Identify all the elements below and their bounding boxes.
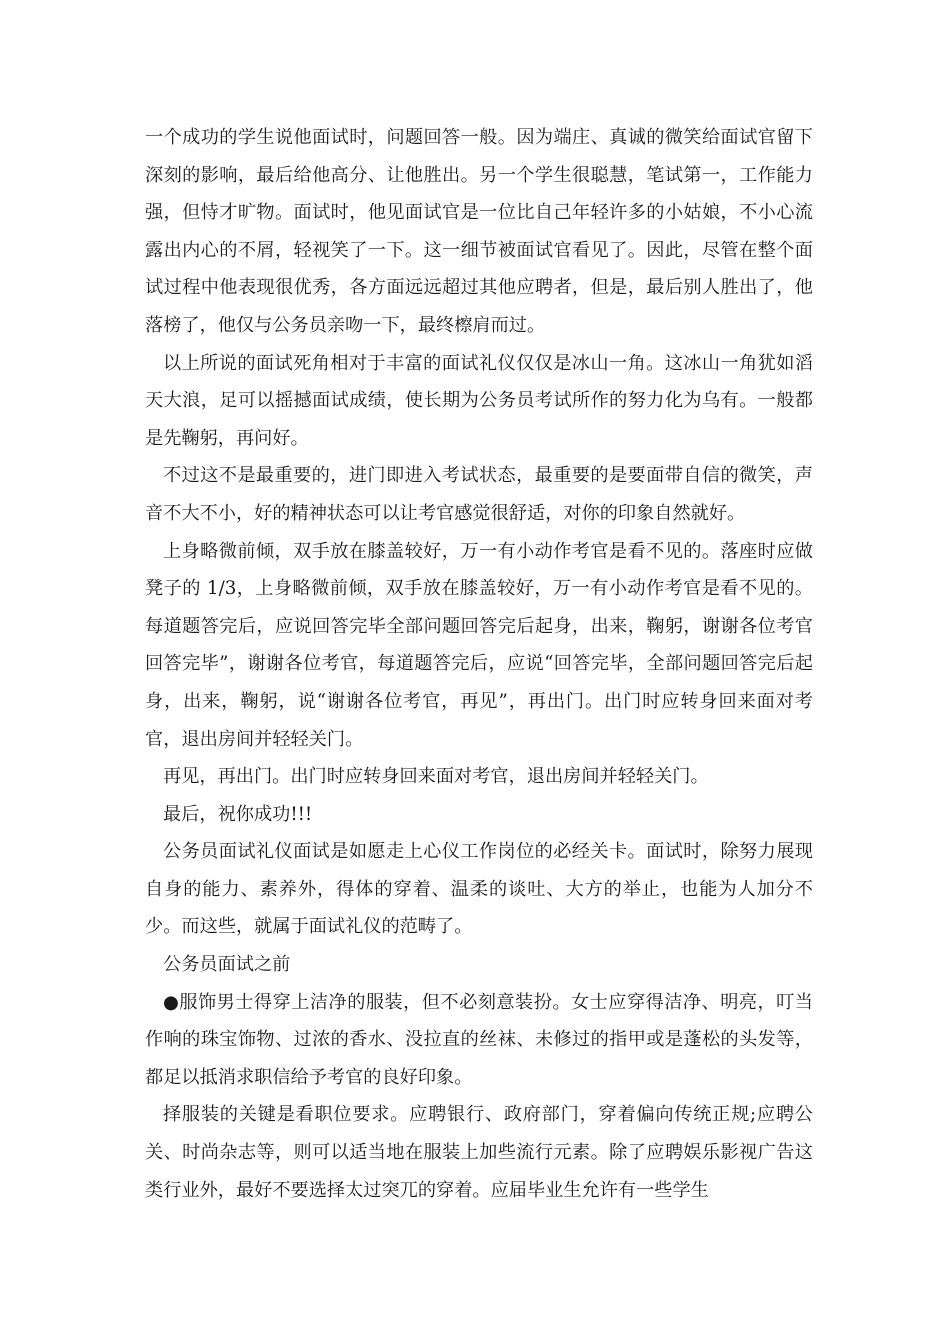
paragraph-leaving-room: 再见，再出门。出门时应转身回来面对考官，退出房间并轻轻关门。 — [163, 766, 709, 788]
section-heading-before-interview: 公务员面试之前 — [163, 954, 291, 976]
paragraph-attire: ●服饰男士得穿上洁净的服装，但不必刻意装扮。女士应穿得洁净、明亮，叮当作响的珠宝饰物、过浓的香水、没拉直的丝袜、未修过的指甲或是蓬松的头发等，都足以抵消求职信给予考官的良好印象。 — [145, 991, 813, 1088]
paragraph-success-story: 一个成功的学生说他面试时，问题回答一般。因为端庄、真诚的微笑给面试官留下深刻的影响，最后给他高分、让他胜出。另一个学生很聪慧，笔试第一，工作能力强，但恃才旷物。面试时，他见面试官是一位比自己年轻许多的小姑娘，不小心流露出内心的不屑，轻视笑了一下。这一细节被面试官看见了。因此，尽管在整个面试过程中他表现很优秀，各方面远远超过其他应聘者，但是，最后别人胜出了，他落榜了，他仅与公务员亲吻一下，最终檫肩而过。 — [145, 127, 813, 336]
paragraph-sitting-posture: 上身略微前倾，双手放在膝盖较好，万一有小动作考官是看不见的。落座时应做凳子的 1/3，上身略微前倾，双手放在膝盖较好，万一有小动作考官是看不见的。每道题答完后，应说回答完毕全部问题回答完后起身，出来，鞠躬，谢谢各位考官回答完毕”，谢谢各位考官，每道题答完后，应说“回答完毕，全部问题回答完后起身，出来，鞠躬，说“谢谢各位考官，再见”，再出门。出门时应转身回来面对考官，退出房间并轻轻关门。 — [145, 540, 813, 750]
paragraph-confident-smile: 不过这不是最重要的，进门即进入考试状态，最重要的是要面带自信的微笑，声音不大不小，好的精神状态可以让考官感觉很舒适，对你的印象自然就好。 — [145, 465, 813, 524]
paragraph-choosing-clothes: 择服装的关键是看职位要求。应聘银行、政府部门，穿着偏向传统正规;应聘公关、时尚杂志等，则可以适当地在服装上加些流行元素。除了应聘娱乐影视广告这类行业外，最好不要选择太过突兀的穿着。应届毕业生允许有一些学生 — [145, 1104, 813, 1201]
document-body — [145, 119, 813, 1209]
paragraph-etiquette-intro: 公务员面试礼仪面试是如愿走上心仪工作岗位的必经关卡。面试时，除努力展现自身的能力、素养外，得体的穿着、温柔的谈吐、大方的举止，也能为人加分不少。而这些，就属于面试礼仪的范畴了。 — [145, 841, 813, 938]
paragraph-interview-deadzone: 以上所说的面试死角相对于丰富的面试礼仪仅仅是冰山一角。这冰山一角犹如滔天大浪，足可以摇撼面试成绩，使长期为公务员考试所作的努力化为乌有。一般都是先鞠躬，再问好。 — [145, 352, 813, 449]
paragraph-good-luck: 最后，祝你成功!!! — [163, 803, 313, 825]
